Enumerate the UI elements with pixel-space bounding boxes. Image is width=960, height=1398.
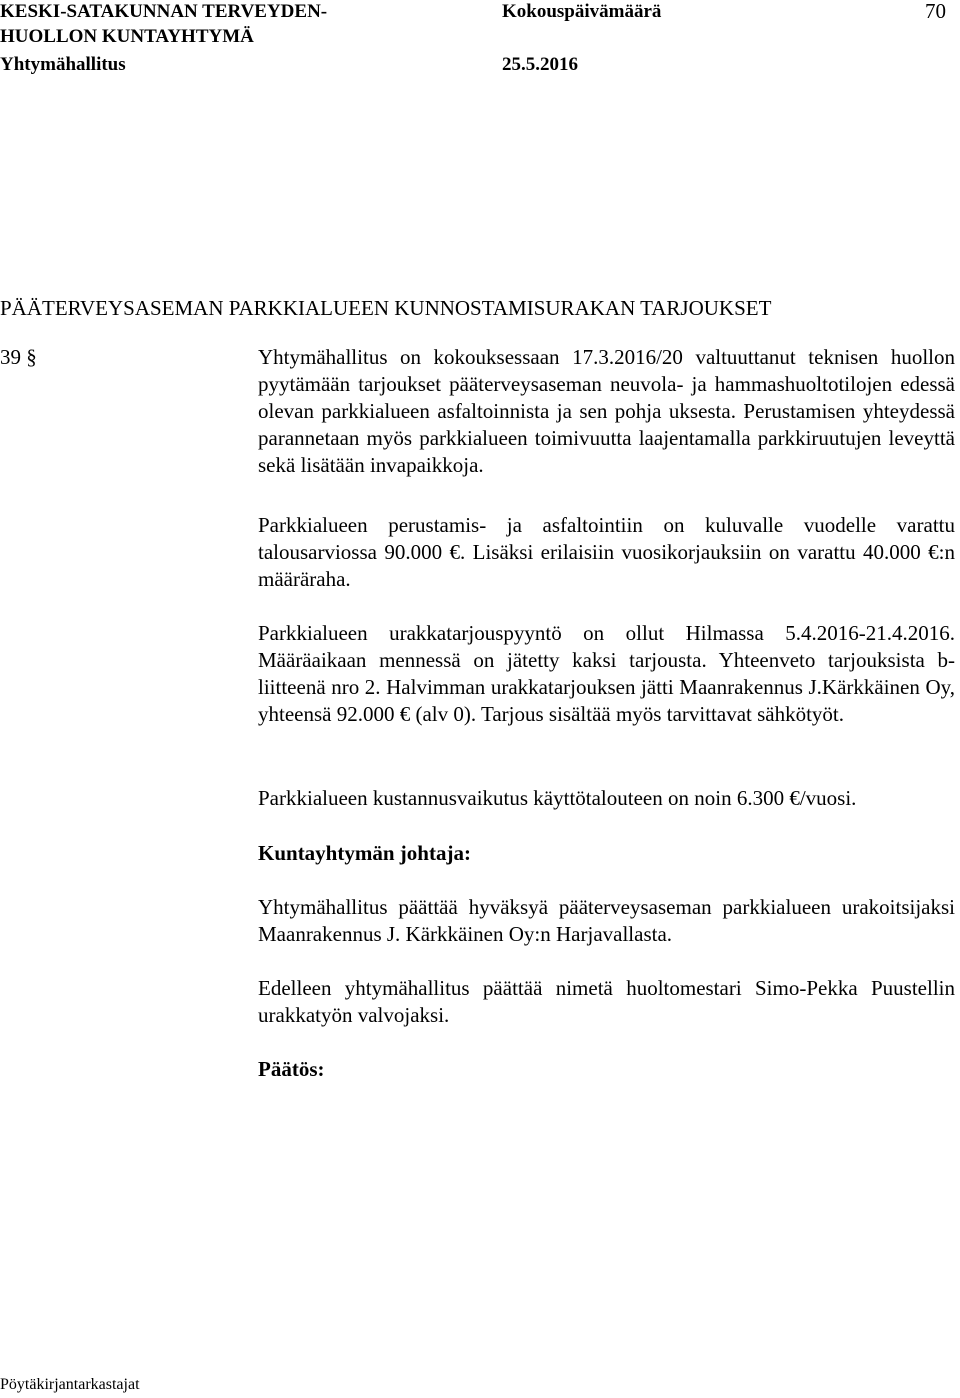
footer-label: Pöytäkirjantarkastajat bbox=[0, 1376, 140, 1393]
proposal-paragraph-1 bbox=[258, 894, 955, 948]
section-title: PÄÄTERVEYSASEMAN PARKKIALUEEN KUNNOSTAMISURAKAN TARJOUKSET bbox=[0, 296, 772, 320]
decision-heading: Päätös: bbox=[258, 1057, 325, 1081]
paragraph: Parkkialueen kustannusvaikutus käyttötalouteen on noin 6.300 €/vuosi. bbox=[258, 786, 857, 810]
paragraph-tender bbox=[258, 620, 955, 728]
organization-name-line1: KESKI-SATAKUNNAN TERVEYDEN- bbox=[0, 1, 328, 22]
paragraph: Yhtymähallitus päättää hyväksyä pääterveysaseman parkkialueen urakoitsijaksi Maanrakennus J. Kärkkäinen Oy:n Harjavallasta. bbox=[258, 895, 955, 946]
paragraph: Edelleen yhtymähallitus päättää nimetä huoltomestari Simo-Pekka Puustellin urakkatyön valvojaksi. bbox=[258, 976, 955, 1027]
meeting-date: 25.5.2016 bbox=[502, 54, 578, 75]
meeting-date-label: Kokouspäivämäärä bbox=[502, 1, 662, 22]
section-number: 39 § bbox=[0, 345, 37, 369]
paragraph-budget bbox=[258, 512, 955, 593]
paragraph: Parkkialueen urakkatarjouspyyntö on ollut Hilmassa 5.4.2016-21.4.2016. Määräaikaan mennessä on jätetty kaksi tarjousta. Yhteenveto tarjouksista b-liitteenä nro 2. Halvimman urakkatarjouksen jätti Maanrakennus J.Kärkkäinen Oy, yhteensä 92.000 € (alv 0). Tarjous sisältää myös tarvittavat sähkötyöt. bbox=[258, 621, 955, 726]
paragraph: Yhtymähallitus on kokouksessaan 17.3.2016/20 valtuuttanut teknisen huollon pyytämään tarjoukset pääterveysaseman neuvola- ja hammashuoltotilojen edessä olevan parkkialueen asfaltoinnista ja sen pohja uksesta. Perustamisen yhteydessä parannetaan myös parkkialueen toimivuutta laajentamalla parkkiruutujen leveyttä sekä lisätään invapaikkoja. bbox=[258, 345, 955, 477]
paragraph-background bbox=[258, 344, 955, 479]
paragraph: Parkkialueen perustamis- ja asfaltointiin on kuluvalle vuodelle varattu talousarviossa 90.000 €. Lisäksi erilaisiin vuosikorjauksiin on varattu 40.000 €:n määräraha. bbox=[258, 513, 955, 591]
proposal-heading: Kuntayhtymän johtaja: bbox=[258, 841, 471, 865]
paragraph-cost-impact bbox=[258, 785, 955, 812]
organization-name-line2: HUOLLON KUNTAYHTYMÄ bbox=[0, 26, 254, 47]
governing-body: Yhtymähallitus bbox=[0, 54, 126, 75]
proposal-paragraph-2 bbox=[258, 975, 955, 1029]
page-number: 70 bbox=[925, 0, 946, 23]
